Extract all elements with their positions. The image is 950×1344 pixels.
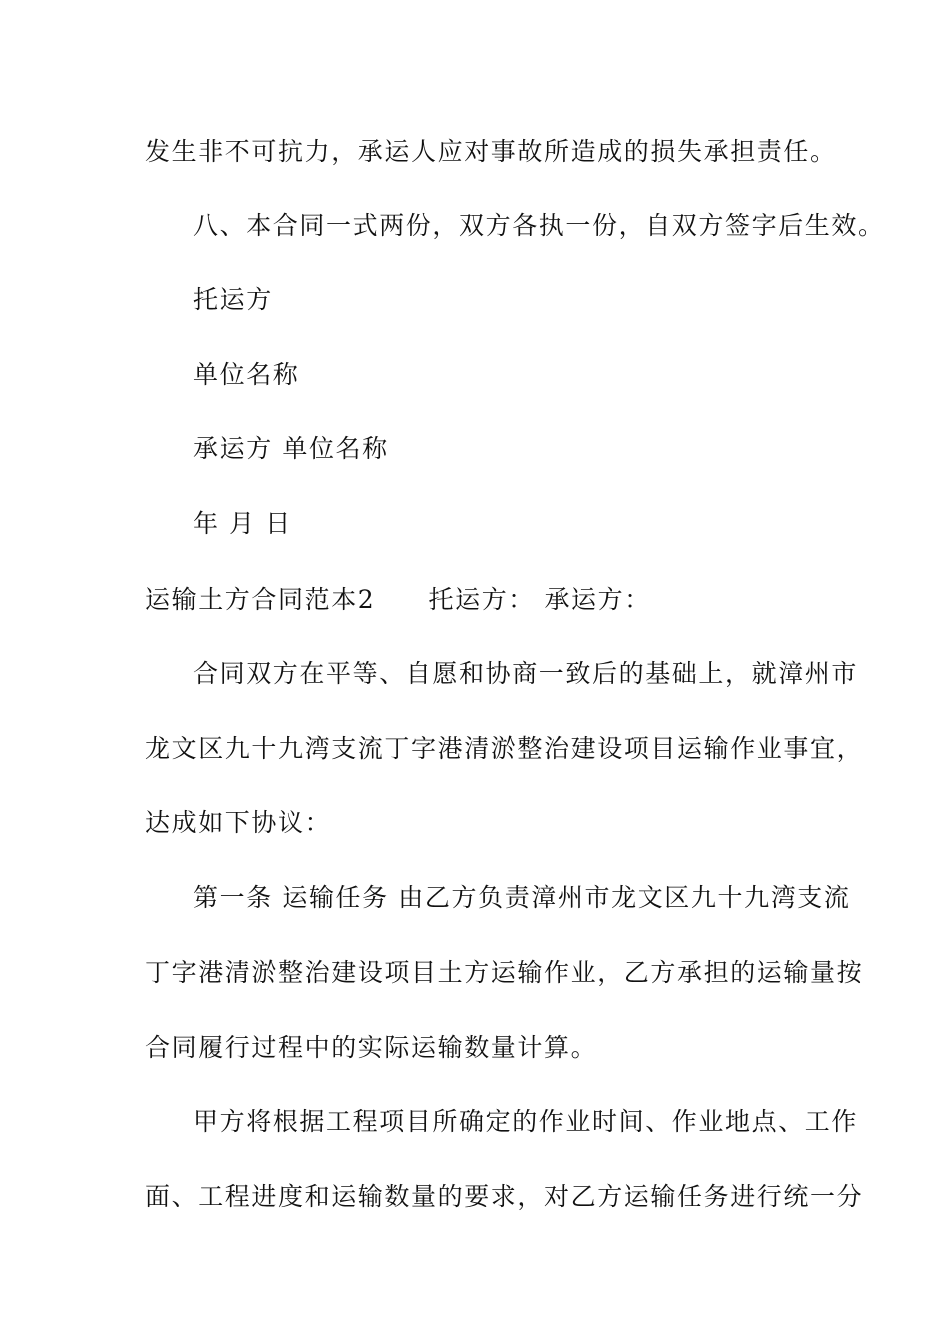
paragraph-line: 合同履行过程中的实际运输数量计算。 [145, 1033, 598, 1062]
paragraph-line: 甲方将根据工程项目所确定的作业时间、作业地点、工作 [193, 1107, 859, 1136]
unit-name-label: 单位名称 [193, 360, 300, 389]
contract-heading: 运输土方合同范本2 托运方： 承运方： [145, 585, 651, 614]
shipper-label: 托运方 [193, 285, 273, 314]
carrier-unit-name-label: 承运方 单位名称 [193, 434, 389, 463]
paragraph-line: 面、工程进度和运输数量的要求，对乙方运输任务进行统一分 [145, 1182, 864, 1211]
clause-8-line: 八、本合同一式两份，双方各执一份，自双方签字后生效。 [193, 211, 885, 240]
date-line: 年 月 日 [193, 509, 292, 538]
paragraph-line: 合同双方在平等、自愿和协商一致后的基础上，就漳州市 [193, 659, 859, 688]
paragraph-line: 丁字港清淤整治建设项目土方运输作业，乙方承担的运输量按 [145, 958, 864, 987]
article-1-line: 第一条 运输任务 由乙方负责漳州市龙文区九十九湾支流 [193, 883, 851, 912]
paragraph-line: 发生非不可抗力，承运人应对事故所造成的损失承担责任。 [145, 137, 837, 166]
paragraph-line: 龙文区九十九湾支流丁字港清淤整治建设项目运输作业事宜， [145, 734, 864, 763]
paragraph-line: 达成如下协议： [145, 808, 332, 837]
